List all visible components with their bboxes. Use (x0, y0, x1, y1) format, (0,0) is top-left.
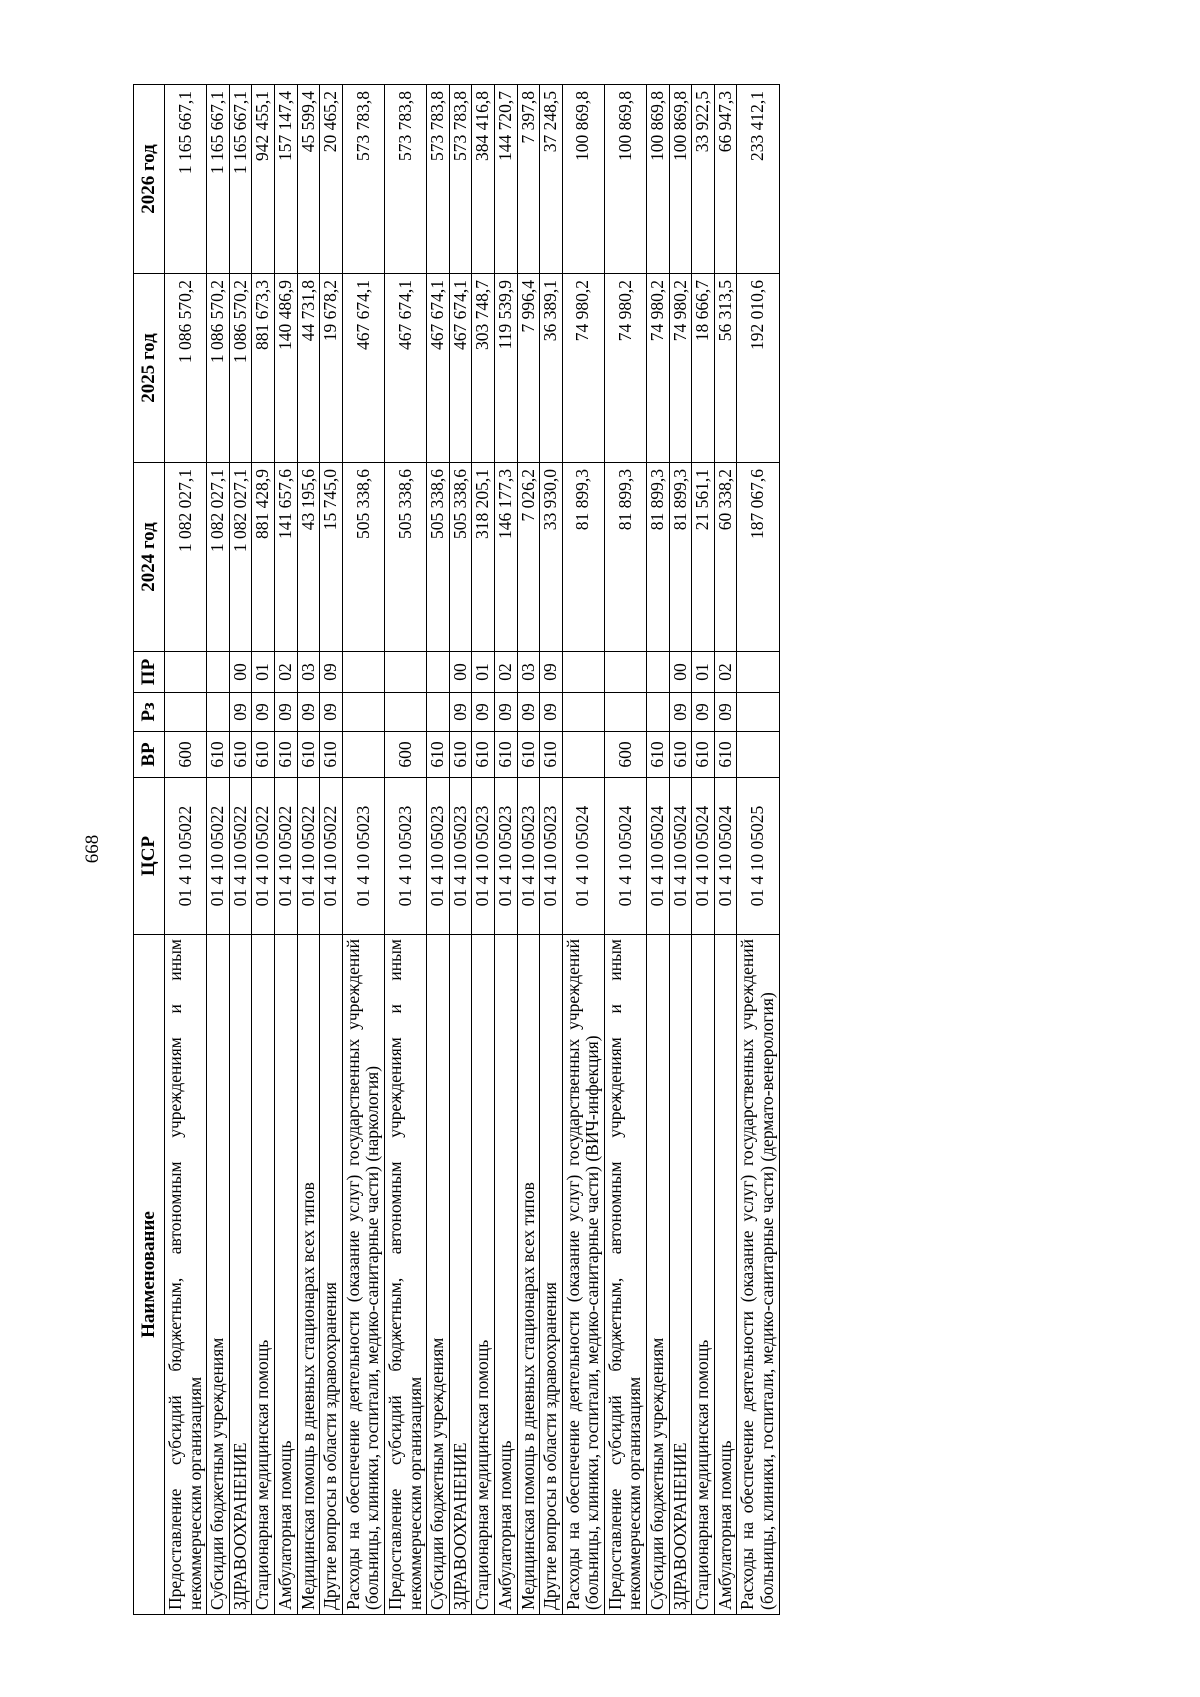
cell-vr: 610 (274, 732, 297, 778)
cell-csr: 01 4 10 05022 (165, 778, 207, 935)
table-row (647, 85, 670, 1615)
cell-name: Субсидии бюджетным учреждениям (207, 935, 230, 1615)
cell-csr: 01 4 10 05023 (384, 778, 426, 935)
cell-name: Предоставление субсидий бюджетным, автономным учреждениям и иным некоммерческим организациям (604, 935, 646, 1615)
cell-2026: 20 465,2 (320, 85, 343, 274)
cell-csr: 01 4 10 05024 (692, 778, 715, 935)
header-name: Наименование (134, 935, 165, 1615)
cell-csr: 01 4 10 05023 (517, 778, 540, 935)
cell-2026: 384 416,8 (472, 85, 495, 274)
cell-2025: 36 389,1 (540, 274, 563, 463)
cell-pr (647, 652, 670, 693)
cell-name: Расходы на обеспечение деятельности (оказание услуг) государственных учреждений (больницы, клиники, госпитали, медико-санитарные части) (наркология) (342, 935, 384, 1615)
header-2025: 2025 год (134, 274, 165, 463)
cell-pr: 01 (472, 652, 495, 693)
cell-2025: 467 674,1 (384, 274, 426, 463)
cell-pr (342, 652, 384, 693)
cell-2025: 74 980,2 (604, 274, 646, 463)
cell-2026: 573 783,8 (449, 85, 472, 274)
cell-2026: 1 165 667,1 (207, 85, 230, 274)
cell-pr: 01 (252, 652, 275, 693)
cell-2025: 44 731,8 (297, 274, 320, 463)
cell-rz: 09 (229, 693, 252, 732)
cell-rz: 09 (320, 693, 343, 732)
table-row (320, 85, 343, 1615)
cell-2026: 100 869,8 (604, 85, 646, 274)
cell-vr: 610 (427, 732, 450, 778)
cell-vr: 610 (494, 732, 517, 778)
budget-table (133, 84, 780, 1615)
cell-csr: 01 4 10 05023 (472, 778, 495, 935)
cell-vr: 610 (449, 732, 472, 778)
table-row (472, 85, 495, 1615)
cell-rz (604, 693, 646, 732)
cell-pr: 00 (449, 652, 472, 693)
cell-pr: 00 (669, 652, 692, 693)
cell-2024: 81 899,3 (562, 463, 604, 652)
cell-vr (342, 732, 384, 778)
cell-vr: 610 (669, 732, 692, 778)
cell-2025: 1 086 570,2 (165, 274, 207, 463)
cell-rz (165, 693, 207, 732)
cell-pr (207, 652, 230, 693)
cell-vr: 600 (384, 732, 426, 778)
cell-2025: 1 086 570,2 (207, 274, 230, 463)
cell-2026: 100 869,8 (562, 85, 604, 274)
cell-vr: 610 (229, 732, 252, 778)
table-body (165, 85, 780, 1615)
table-row (207, 85, 230, 1615)
cell-rz: 09 (297, 693, 320, 732)
cell-rz: 09 (274, 693, 297, 732)
cell-2025: 192 010,6 (737, 274, 779, 463)
cell-2025: 19 678,2 (320, 274, 343, 463)
cell-2024: 881 428,9 (252, 463, 275, 652)
cell-2025: 56 313,5 (714, 274, 737, 463)
table-row (714, 85, 737, 1615)
cell-rz: 09 (540, 693, 563, 732)
cell-vr: 610 (714, 732, 737, 778)
table-row (692, 85, 715, 1615)
cell-csr: 01 4 10 05023 (427, 778, 450, 935)
cell-pr: 09 (540, 652, 563, 693)
table-row (517, 85, 540, 1615)
cell-pr (384, 652, 426, 693)
cell-name: Расходы на обеспечение деятельности (оказание услуг) государственных учреждений (больницы, клиники, госпитали, медико-санитарные части) (ВИЧ-инфекция) (562, 935, 604, 1615)
cell-pr (562, 652, 604, 693)
cell-csr: 01 4 10 05024 (562, 778, 604, 935)
header-2024: 2024 год (134, 463, 165, 652)
cell-csr: 01 4 10 05022 (320, 778, 343, 935)
cell-2026: 573 783,8 (427, 85, 450, 274)
cell-csr: 01 4 10 05023 (494, 778, 517, 935)
cell-2025: 467 674,1 (427, 274, 450, 463)
cell-name: Субсидии бюджетным учреждениям (427, 935, 450, 1615)
cell-rz: 09 (252, 693, 275, 732)
cell-2025: 18 666,7 (692, 274, 715, 463)
cell-rz (427, 693, 450, 732)
cell-vr (737, 732, 779, 778)
cell-2024: 60 338,2 (714, 463, 737, 652)
cell-pr (604, 652, 646, 693)
cell-pr (737, 652, 779, 693)
table-header-row (134, 85, 165, 1615)
table-row (342, 85, 384, 1615)
cell-csr: 01 4 10 05023 (342, 778, 384, 935)
cell-2026: 233 412,1 (737, 85, 779, 274)
cell-csr: 01 4 10 05024 (647, 778, 670, 935)
table-row (165, 85, 207, 1615)
cell-pr: 03 (297, 652, 320, 693)
cell-vr: 610 (540, 732, 563, 778)
cell-2024: 43 195,6 (297, 463, 320, 652)
cell-2024: 81 899,3 (604, 463, 646, 652)
cell-rz (647, 693, 670, 732)
cell-2024: 1 082 027,1 (165, 463, 207, 652)
cell-pr (165, 652, 207, 693)
cell-2025: 119 539,9 (494, 274, 517, 463)
cell-name: Амбулаторная помощь (494, 935, 517, 1615)
cell-2024: 505 338,6 (449, 463, 472, 652)
cell-vr (562, 732, 604, 778)
cell-2026: 100 869,8 (647, 85, 670, 274)
rotated-table-container (133, 85, 1081, 1615)
cell-2026: 100 869,8 (669, 85, 692, 274)
cell-name: Стационарная медицинская помощь (472, 935, 495, 1615)
cell-name: Амбулаторная помощь (714, 935, 737, 1615)
cell-2024: 505 338,6 (384, 463, 426, 652)
cell-vr: 600 (165, 732, 207, 778)
table-row (540, 85, 563, 1615)
cell-rz (384, 693, 426, 732)
cell-2026: 37 248,5 (540, 85, 563, 274)
cell-name: Другие вопросы в области здравоохранения (320, 935, 343, 1615)
table-row (229, 85, 252, 1615)
header-vr: ВР (134, 732, 165, 778)
table-row (562, 85, 604, 1615)
table-row (449, 85, 472, 1615)
cell-2025: 140 486,9 (274, 274, 297, 463)
cell-csr: 01 4 10 05025 (737, 778, 779, 935)
cell-pr: 02 (274, 652, 297, 693)
cell-name: Другие вопросы в области здравоохранения (540, 935, 563, 1615)
cell-2024: 146 177,3 (494, 463, 517, 652)
cell-vr: 610 (517, 732, 540, 778)
cell-2024: 33 930,0 (540, 463, 563, 652)
cell-csr: 01 4 10 05022 (207, 778, 230, 935)
cell-2024: 81 899,3 (669, 463, 692, 652)
table-row (737, 85, 779, 1615)
cell-2026: 573 783,8 (342, 85, 384, 274)
table-row (669, 85, 692, 1615)
cell-2024: 1 082 027,1 (229, 463, 252, 652)
cell-2024: 505 338,6 (427, 463, 450, 652)
table-row (274, 85, 297, 1615)
cell-rz: 09 (669, 693, 692, 732)
cell-vr: 610 (207, 732, 230, 778)
cell-2024: 7 026,2 (517, 463, 540, 652)
table-row (252, 85, 275, 1615)
cell-pr: 09 (320, 652, 343, 693)
cell-2024: 141 657,6 (274, 463, 297, 652)
cell-name: Субсидии бюджетным учреждениям (647, 935, 670, 1615)
cell-pr: 02 (494, 652, 517, 693)
cell-pr: 02 (714, 652, 737, 693)
cell-rz: 09 (692, 693, 715, 732)
cell-2026: 144 720,7 (494, 85, 517, 274)
cell-name: Предоставление субсидий бюджетным, автономным учреждениям и иным некоммерческим организациям (165, 935, 207, 1615)
cell-2026: 7 397,8 (517, 85, 540, 274)
cell-2026: 33 922,5 (692, 85, 715, 274)
table-row (427, 85, 450, 1615)
cell-rz (342, 693, 384, 732)
cell-2024: 187 067,6 (737, 463, 779, 652)
cell-rz (737, 693, 779, 732)
cell-2026: 157 147,4 (274, 85, 297, 274)
cell-csr: 01 4 10 05023 (449, 778, 472, 935)
cell-2026: 66 947,3 (714, 85, 737, 274)
cell-name: Стационарная медицинская помощь (252, 935, 275, 1615)
cell-csr: 01 4 10 05024 (604, 778, 646, 935)
cell-2025: 74 980,2 (669, 274, 692, 463)
cell-pr: 01 (692, 652, 715, 693)
cell-rz: 09 (494, 693, 517, 732)
cell-2026: 1 165 667,1 (229, 85, 252, 274)
cell-2025: 74 980,2 (562, 274, 604, 463)
cell-2024: 15 745,0 (320, 463, 343, 652)
cell-name: Предоставление субсидий бюджетным, автономным учреждениям и иным некоммерческим организациям (384, 935, 426, 1615)
cell-2024: 21 561,1 (692, 463, 715, 652)
cell-csr: 01 4 10 05023 (540, 778, 563, 935)
cell-name: ЗДРАВООХРАНЕНИЕ (449, 935, 472, 1615)
cell-name: ЗДРАВООХРАНЕНИЕ (229, 935, 252, 1615)
cell-csr: 01 4 10 05022 (297, 778, 320, 935)
cell-vr: 610 (320, 732, 343, 778)
cell-vr: 610 (252, 732, 275, 778)
cell-2026: 1 165 667,1 (165, 85, 207, 274)
cell-2024: 505 338,6 (342, 463, 384, 652)
cell-pr (427, 652, 450, 693)
cell-csr: 01 4 10 05022 (252, 778, 275, 935)
cell-2026: 45 599,4 (297, 85, 320, 274)
cell-2025: 881 673,3 (252, 274, 275, 463)
cell-csr: 01 4 10 05024 (669, 778, 692, 935)
cell-2025: 467 674,1 (449, 274, 472, 463)
cell-csr: 01 4 10 05022 (274, 778, 297, 935)
cell-rz (207, 693, 230, 732)
cell-pr: 00 (229, 652, 252, 693)
cell-2025: 7 996,4 (517, 274, 540, 463)
cell-name: Расходы на обеспечение деятельности (оказание услуг) государственных учреждений (больницы, клиники, госпитали, медико-санитарные части) (дермато-венерология) (737, 935, 779, 1615)
header-2026: 2026 год (134, 85, 165, 274)
table-row (384, 85, 426, 1615)
cell-csr: 01 4 10 05022 (229, 778, 252, 935)
cell-vr: 610 (692, 732, 715, 778)
cell-2025: 74 980,2 (647, 274, 670, 463)
cell-vr: 610 (647, 732, 670, 778)
cell-2024: 81 899,3 (647, 463, 670, 652)
cell-vr: 600 (604, 732, 646, 778)
cell-vr: 610 (297, 732, 320, 778)
cell-2024: 1 082 027,1 (207, 463, 230, 652)
cell-csr: 01 4 10 05024 (714, 778, 737, 935)
cell-rz: 09 (517, 693, 540, 732)
cell-rz: 09 (714, 693, 737, 732)
table-row (297, 85, 320, 1615)
cell-name: Амбулаторная помощь (274, 935, 297, 1615)
table-row (494, 85, 517, 1615)
page-number: 668 (82, 834, 103, 864)
cell-2025: 303 748,7 (472, 274, 495, 463)
cell-2026: 573 783,8 (384, 85, 426, 274)
cell-name: Стационарная медицинская помощь (692, 935, 715, 1615)
header-csr: ЦСР (134, 778, 165, 935)
header-pr: ПР (134, 652, 165, 693)
cell-rz: 09 (449, 693, 472, 732)
cell-name: Медицинская помощь в дневных стационарах всех типов (517, 935, 540, 1615)
header-rz: Рз (134, 693, 165, 732)
table-row (604, 85, 646, 1615)
cell-pr: 03 (517, 652, 540, 693)
cell-2024: 318 205,1 (472, 463, 495, 652)
cell-rz: 09 (472, 693, 495, 732)
cell-name: Медицинская помощь в дневных стационарах всех типов (297, 935, 320, 1615)
cell-rz (562, 693, 604, 732)
cell-vr: 610 (472, 732, 495, 778)
cell-name: ЗДРАВООХРАНЕНИЕ (669, 935, 692, 1615)
cell-2025: 467 674,1 (342, 274, 384, 463)
cell-2025: 1 086 570,2 (229, 274, 252, 463)
cell-2026: 942 455,1 (252, 85, 275, 274)
